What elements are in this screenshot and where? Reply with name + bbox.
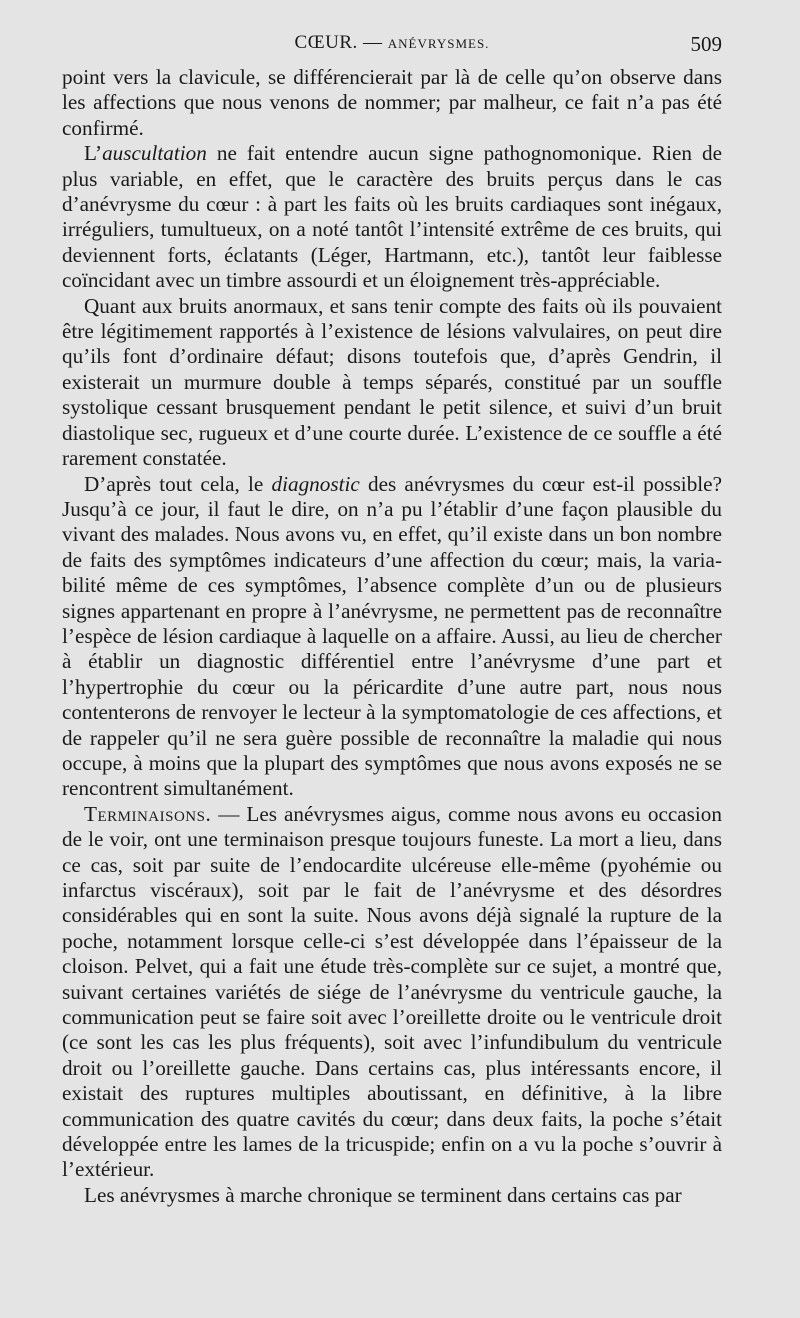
- term-diagnostic: diagnostic: [271, 471, 360, 496]
- paragraph-6: Les anévrysmes à marche chronique se terminent dans certains cas par: [84, 1182, 682, 1207]
- paragraph-4: [62, 472, 722, 802]
- term-auscultation: auscultation: [102, 141, 207, 166]
- paragraph-2-lead: L’: [84, 141, 103, 166]
- paragraph-2: [62, 141, 722, 293]
- running-title: [62, 32, 722, 54]
- running-title-subtitle: ANÉVRYSMES.: [387, 36, 490, 51]
- body-text: [62, 65, 722, 1208]
- paragraph-4-rest: des anévrysmes du cœur est-il possible? Jusqu’à ce jour, il faut le dire, on n’a pu l’établir d’une façon plausible du vivant des malades. Nous avons vu, en effet, qu’il existe dans un bon nombre de faits des symptômes indicateurs d’une affection du cœur; mais, la variabilité même de ces symptômes, l’absence complète d’un ou de plusieurs signes appartenant en propre à l’anévrysme, ne permettent pas de reconnaître l’espèce de lésion cardiaque à laquelle on a affaire. Aussi, au lieu de chercher à établir un diagnostic différentiel entre l’anévrysme d’une part et l’hypertrophie du cœur ou la péricardite d’une autre part, nous nous contenterons de renvoyer le lecteur à la symptomatologie de ces affections, et de rappeler qu’il ne sera guère possible de reconnaître la maladie qui nous occupe, à moins que la plupart des symptômes que nous avons exposés ne se rencontrent simultanément.: [62, 471, 722, 801]
- page-header: [62, 30, 722, 60]
- paragraph-4-lead: D’après tout cela, le: [84, 471, 272, 496]
- paragraph-2-rest: ne fait entendre aucun signe pathognomonique. Rien de plus variable, en effet, que le caractère des bruits perçus dans le cas d’anévrysme du cœur : à part les faits où les bruits cardiaques sont inégaux, irréguliers, tumultueux, on a noté tantôt l’intensité extrême de ces bruits, qui deviennent forts, éclatants (Léger, Hartmann, etc.), tantôt leur faiblesse coïncidant avec un timbre assourdi et un éloignement très-appréciable.: [62, 141, 722, 293]
- running-title-main: CŒUR.: [294, 32, 358, 53]
- page-number: 509: [690, 32, 722, 56]
- paragraph-5-rest: — Les anévrysmes aigus, comme nous avons eu occasion de le voir, ont une terminaison presque toujours funeste. La mort a lieu, dans ce cas, soit par suite de l’endocardite ulcéreuse elle-même (pyohémie ou infarctus viscéraux), soit par le fait de l’anévrysme et des désordres considérables qui en sont la suite. Nous avons déjà signalé la rupture de la poche, notamment lorsque celle-ci s’est développée dans l’épaisseur de la cloison. Pelvet, qui a fait une étude très-complète sur ce sujet, a montré que, suivant certaines variétés de siége de l’anévrysme du ventricule gauche, la communication peut se faire soit avec l’oreillette droite ou le ventricule droit (ce sont les cas les plus fréquents), soit avec l’infundibulum du ventricule droit ou l’oreillette gauche. Dans certains cas, plus intéressants encore, il existait des ruptures multiples aboutissant, en définitive, à la libre communication des quatre cavités du cœur; dans deux faits, la poche s’était développée entre les lames de la tricuspide; enfin on a vu la poche s’ouvrir à l’extérieur.: [62, 801, 722, 1182]
- running-title-dash: —: [357, 32, 388, 53]
- paragraph-5: [62, 802, 722, 1183]
- paragraph-3: Quant aux bruits anormaux, et sans tenir compte des faits où ils pouvaient être légitimement rapportés à l’existence de lésions valvulaires, on peut dire qu’ils font d’ordinaire défaut; disons toutefois que, d’après Gendrin, il existerait un murmure double à temps séparés, constitué par un souffle systolique cessant brusquement pendant le petit silence, et suivi d’un bruit diastolique sec, rugueux et d’une courte durée. L’existence de ce souffle a été rarement constatée.: [62, 293, 722, 471]
- section-heading-terminaisons: Terminaisons.: [84, 801, 212, 826]
- paragraph-1: point vers la clavicule, se différencierait par là de celle qu’on observe dans les affections que nous venons de nommer; par malheur, ce fait n’a pas été confirmé.: [62, 65, 722, 140]
